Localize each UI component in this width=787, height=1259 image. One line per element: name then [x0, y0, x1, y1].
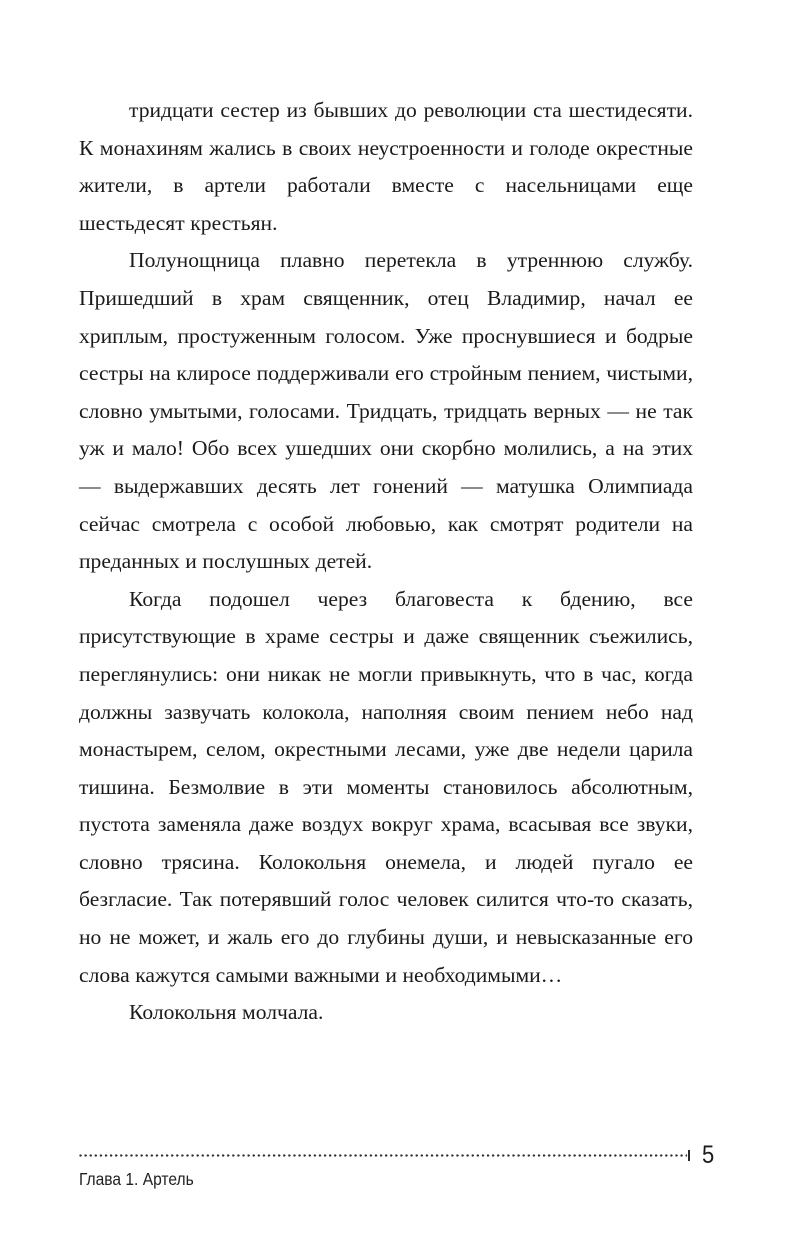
- paragraph-polunoshchnitsa: Полунощница плавно перетекла в утреннюю службу. Пришедший в храм священник, отец Владимир, начал ее хриплым, простуженным голосом. Уже проснувшиеся и бодрые сестры на клиросе поддерживали его стройным пением, чистыми, словно умытыми, голосами. Тридцать, тридцать верных — не так уж и мало! Обо всех ушедших они скорбно молились, а на этих — выдержавших десять лет гонений — матушка Олимпиада сейчас смотрела с особой любовью, как смотрят родители на преданных и послушных детей.: [79, 248, 693, 574]
- body-text-column: [79, 92, 693, 1032]
- paragraph-continued: тридцати сестер из бывших до революции ста шестидесяти. К монахиням жались в своих неустроенности и голоде окрестные жители, в артели работали вместе с насельницами еще шестьдесят крестьян.: [79, 98, 693, 235]
- page-number: 5: [702, 1141, 715, 1169]
- paragraph-kogda-podoshel: Когда подошел через благовеста к бдению, все присутствующие в храме сестры и даже священник съежились, переглянулись: они никак не могли привыкнуть, что в час, когда должны зазвучать колокола, наполняя своим пением небо над монастырем, селом, окрестными лесами, уже две недели царила тишина. Безмолвие в эти моменты становилось абсолютным, пустота заменяла даже воздух вокруг храма, всасывая все звуки, словно трясина. Колокольня онемела, и людей пугало ее безгласие. Так потерявший голос человек силится что-то сказать, но не может, и жаль его до глубины души, и невысказанные его слова кажутся самыми важными и необходимыми…: [79, 586, 693, 987]
- chapter-label: Глава 1. Артель: [79, 1169, 194, 1189]
- page-footer: [0, 1140, 787, 1220]
- dotted-line-icon: [79, 1154, 687, 1157]
- footer-dotted-rule: [79, 1150, 690, 1160]
- rule-end-tick-icon: [688, 1150, 690, 1161]
- paragraph-kolokolnya-molchala: Колокольня молчала.: [129, 1000, 324, 1025]
